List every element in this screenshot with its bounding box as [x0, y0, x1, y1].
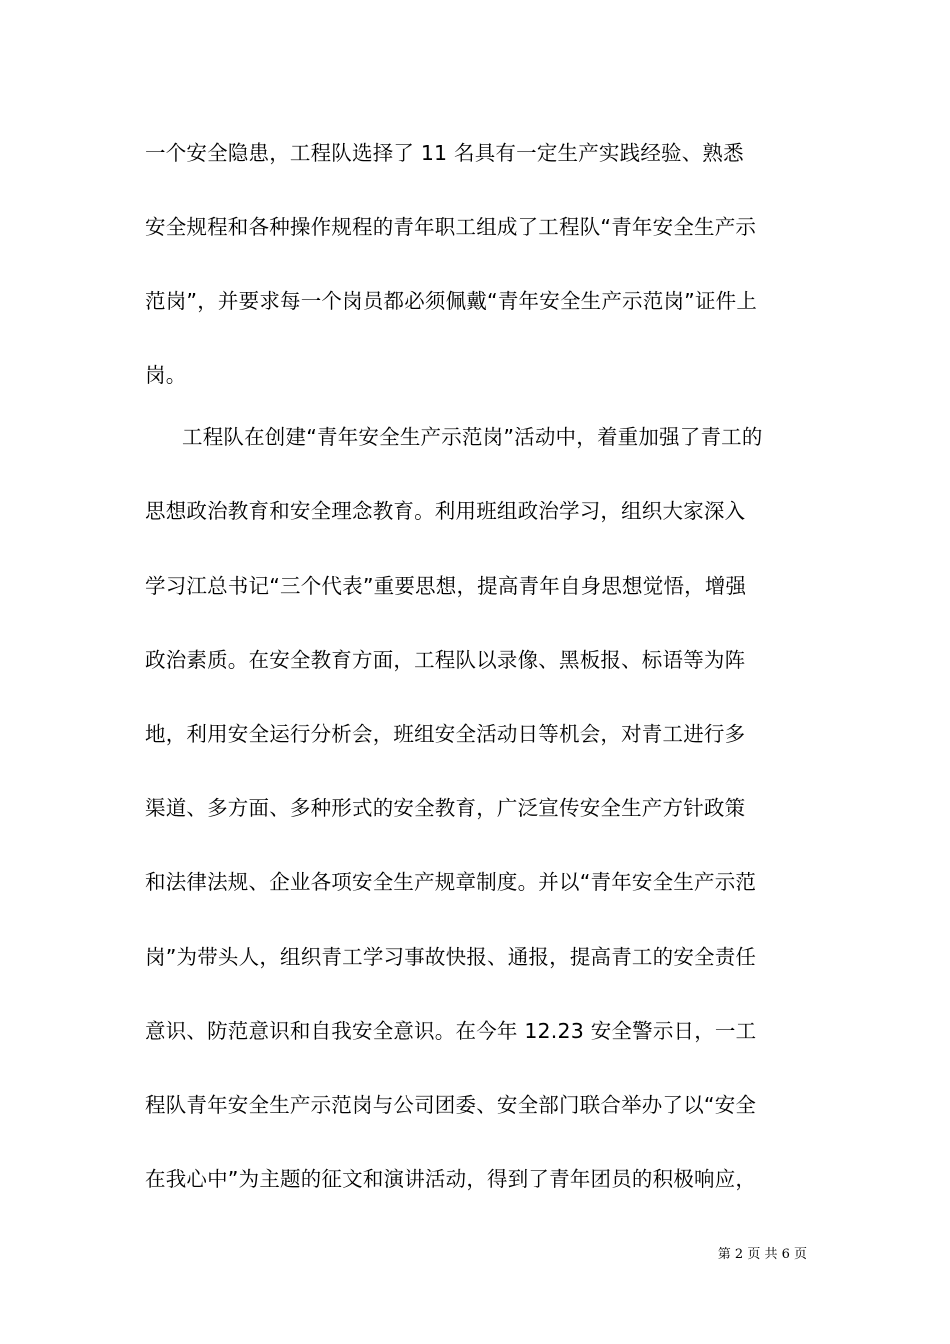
paragraph-1-line-1: 一个安全隐患，工程队选择了 11 名具有一定生产实践经验、熟悉 [145, 141, 744, 165]
paragraph-2-line-9: 意识、防范意识和自我安全意识。在今年 12.23 安全警示日，一工 [145, 1019, 757, 1043]
paragraph-2-line-2: 思想政治教育和安全理念教育。利用班组政治学习，组织大家深入 [145, 499, 746, 523]
paragraph-2-line-5: 地，利用安全运行分析会，班组安全活动日等机会，对青工进行多 [145, 722, 746, 746]
page-number-footer: 第 2 页 共 6 页 [717, 1247, 807, 1262]
paragraph-1-line-2: 安全规程和各种操作规程的青年职工组成了工程队“青年安全生产示 [145, 215, 757, 239]
paragraph-1-line-4: 岗。 [145, 363, 187, 387]
paragraph-2-line-3: 学习江总书记“三个代表”重要思想，提高青年自身思想觉悟，增强 [145, 574, 747, 598]
paragraph-1-line-3: 范岗”，并要求每一个岗员都必须佩戴“青年安全生产示范岗”证件上 [145, 289, 758, 313]
paragraph-2-line-10: 程队青年安全生产示范岗与公司团委、安全部门联合举办了以“安全 [145, 1093, 757, 1117]
paragraph-2-line-11: 在我心中”为主题的征文和演讲活动，得到了青年团员的积极响应， [145, 1167, 757, 1191]
paragraph-2-line-4: 政治素质。在安全教育方面，工程队以录像、黑板报、标语等为阵 [145, 648, 746, 672]
paragraph-2-line-6: 渠道、多方面、多种形式的安全教育，广泛宣传安全生产方针政策 [145, 796, 746, 820]
paragraph-2-line-1: 工程队在创建“青年安全生产示范岗”活动中，着重加强了青工的 [182, 425, 763, 449]
paragraph-2-line-8: 岗”为带头人，组织青工学习事故快报、通报，提高青工的安全责任 [145, 945, 757, 969]
paragraph-2-line-7: 和法律法规、企业各项安全生产规章制度。并以“青年安全生产示范 [145, 870, 757, 894]
